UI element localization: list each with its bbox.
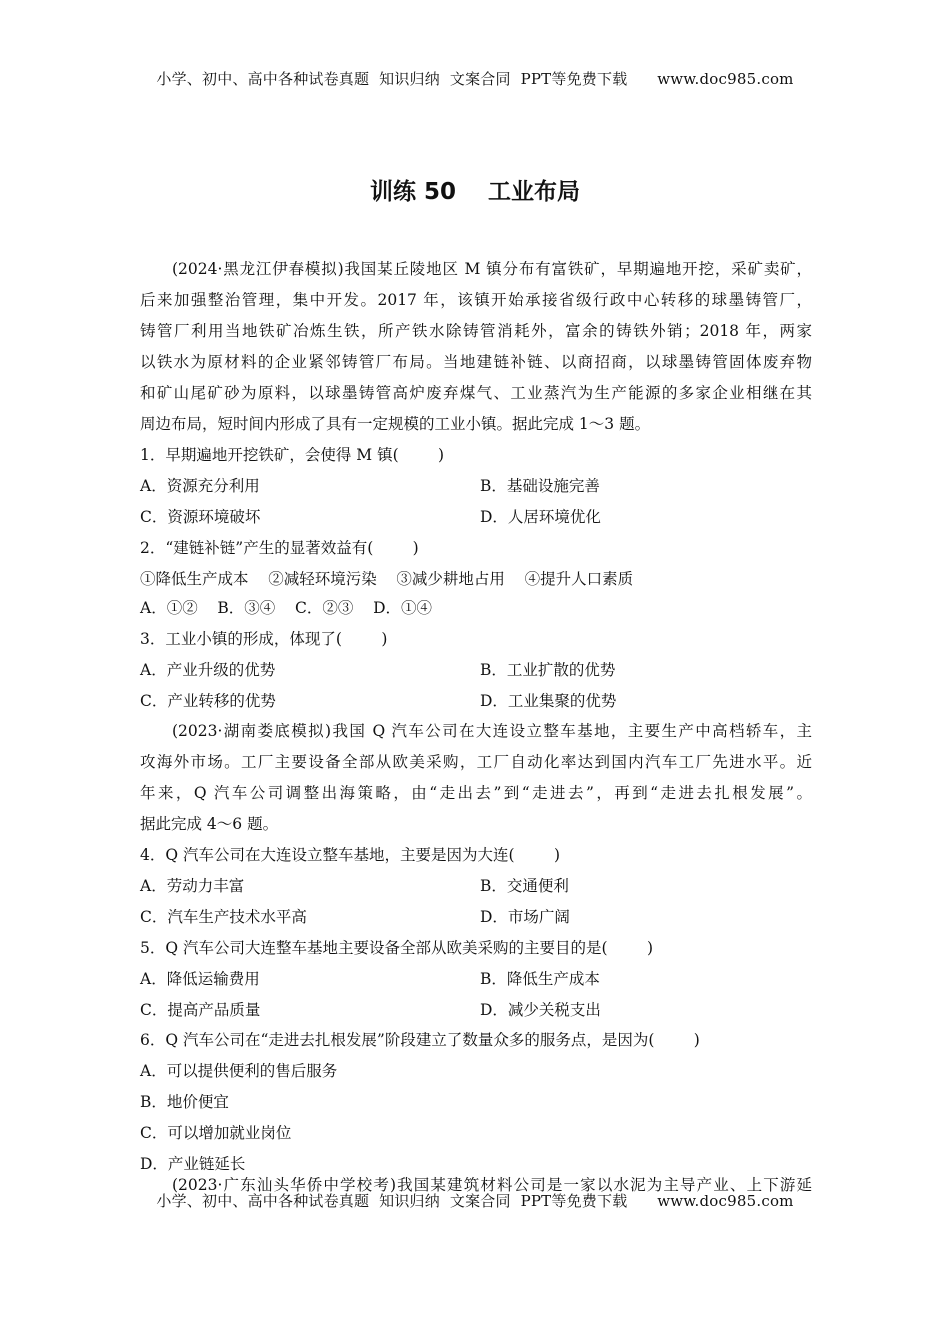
option-c: C．汽车生产技术水平高 — [140, 908, 307, 926]
passage-line: (2024·黑龙江伊春模拟)我国某丘陵地区 M 镇分布有富铁矿，早期遍地开挖，采矿卖矿， — [172, 260, 812, 278]
statement-items: ①降低生产成本 ②减轻环境污染 ③减少耕地占用 ④提升人口素质 — [140, 570, 634, 588]
passage-line: 和矿山尾矿砂为原料，以球墨铸管高炉废弃煤气、工业蒸汽为生产能源的多家企业相继在其 — [140, 384, 812, 402]
option-b: B．基础设施完善 — [480, 477, 600, 495]
passage-line: (2023·湖南娄底模拟)我国 Q 汽车公司在大连设立整车基地，主要生产中高档轿车，主 — [172, 722, 812, 740]
passage-line: 周边布局，短时间内形成了具有一定规模的工业小镇。据此完成 1～3 题。 — [140, 415, 651, 433]
question-stem: 2．“建链补链”产生的显著效益有( ) — [140, 539, 419, 557]
option-b: B．工业扩散的优势 — [480, 661, 616, 679]
question-stem: 3．工业小镇的形成，体现了( ) — [140, 630, 388, 648]
question-stem: 4．Q 汽车公司在大连设立整车基地，主要是因为大连( ) — [140, 846, 561, 864]
option-a: A．劳动力丰富 — [140, 877, 245, 895]
option-a: A．资源充分利用 — [140, 477, 260, 495]
option-a: A．产业升级的优势 — [140, 661, 276, 679]
passage-line: (2023·广东汕头华侨中学校考)我国某建筑材料公司是一家以水泥为主导产业、上下游延 — [172, 1176, 812, 1194]
option-b: B．交通便利 — [480, 877, 569, 895]
passage-line: 据此完成 4～6 题。 — [140, 815, 279, 833]
passage-line: 攻海外市场。工厂主要设备全部从欧美采购，工厂自动化率达到国内汽车工厂先进水平。近 — [140, 753, 812, 771]
option-d: D．人居环境优化 — [480, 508, 601, 526]
option-a: A．可以提供便利的售后服务 — [140, 1062, 338, 1080]
passage-line: 后来加强整治管理，集中开发。2017 年，该镇开始承接省级行政中心转移的球墨铸管厂， — [140, 291, 812, 309]
option-d: D．产业链延长 — [140, 1155, 246, 1173]
option-a: A．降低运输费用 — [140, 970, 260, 988]
question-stem: 6．Q 汽车公司在“走进去扎根发展”阶段建立了数量众多的服务点，是因为( ) — [140, 1031, 700, 1049]
option-d: D．减少关税支出 — [480, 1001, 601, 1019]
option-c: C．资源环境破坏 — [140, 508, 261, 526]
option-c: C．产业转移的优势 — [140, 692, 276, 710]
page-title: 训练 50 工业布局 — [369, 179, 581, 205]
page-footer: 小学、初中、高中各种试卷真题 知识归纳 文案合同 PPT等免费下载 www.doc985.com — [156, 1192, 794, 1210]
question-stem: 5．Q 汽车公司大连整车基地主要设备全部从欧美采购的主要目的是( ) — [140, 939, 654, 957]
passage-line: 铸管厂利用当地铁矿冶炼生铁，所产铁水除铸管消耗外，富余的铸铁外销；2018 年，两家 — [140, 322, 812, 340]
option-c: C．可以增加就业岗位 — [140, 1124, 292, 1142]
option-b: B．地价便宜 — [140, 1093, 229, 1111]
options-row: A．①② B．③④ C．②③ D．①④ — [140, 599, 432, 617]
page-header: 小学、初中、高中各种试卷真题 知识归纳 文案合同 PPT等免费下载 www.doc985.com — [156, 70, 794, 88]
option-c: C．提高产品质量 — [140, 1001, 261, 1019]
question-stem: 1．早期遍地开挖铁矿，会使得 M 镇( ) — [140, 446, 445, 464]
option-b: B．降低生产成本 — [480, 970, 600, 988]
passage-line: 年来，Q 汽车公司调整出海策略，由“走出去”到“走进去”，再到“走进去扎根发展”。 — [140, 784, 812, 802]
passage-line: 以铁水为原材料的企业紧邻铸管厂布局。当地建链补链、以商招商，以球墨铸管固体废弃物 — [140, 353, 812, 371]
option-d: D．市场广阔 — [480, 908, 570, 926]
option-d: D．工业集聚的优势 — [480, 692, 617, 710]
